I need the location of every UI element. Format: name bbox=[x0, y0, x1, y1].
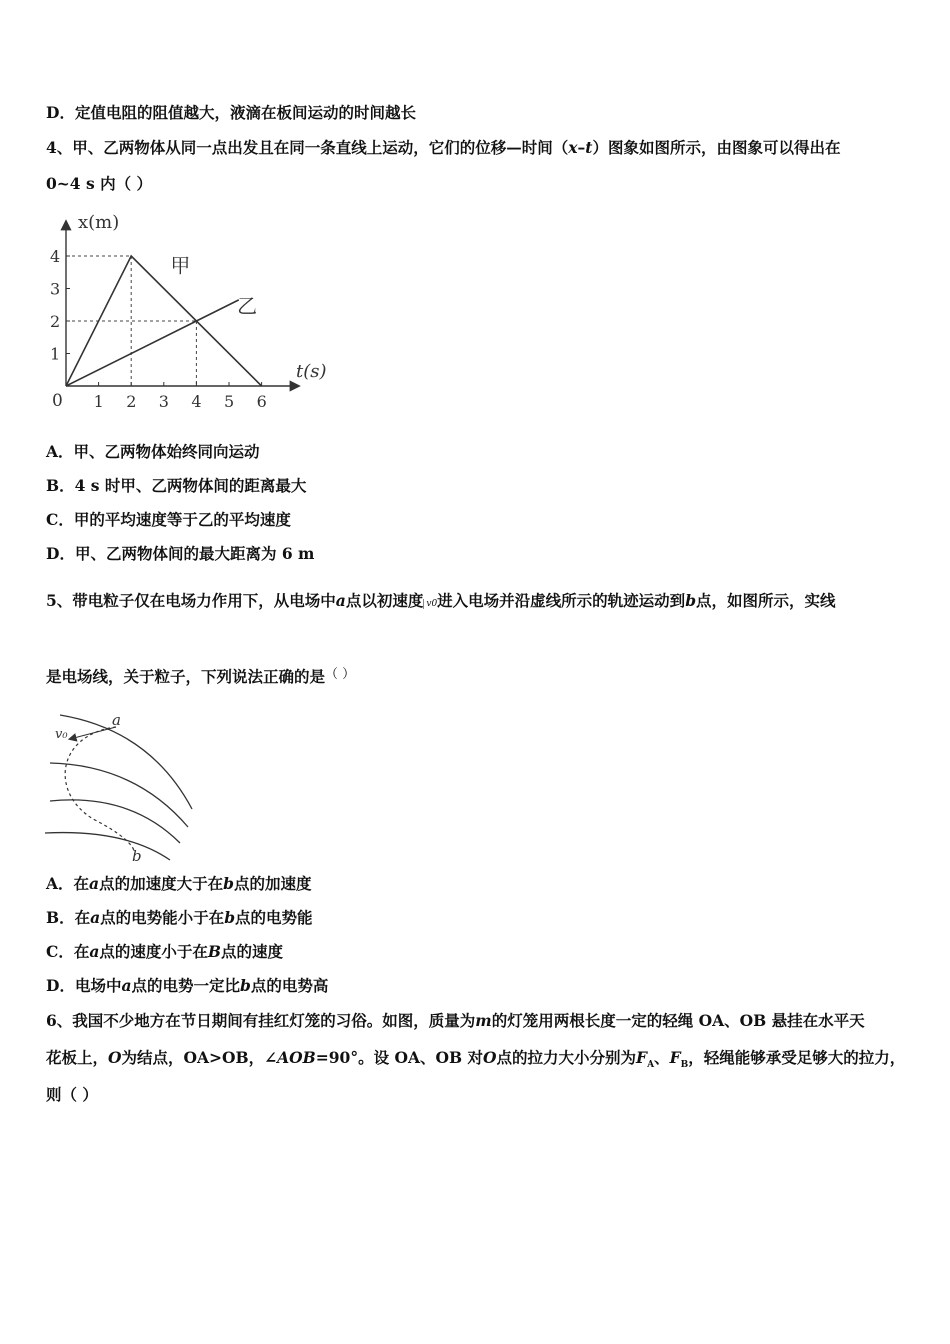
var-t: t bbox=[585, 138, 593, 157]
q4-stem-text: 4、甲、乙两物体从同一点出发且在同一条直线上运动，它们的位移—时间（ bbox=[46, 138, 569, 157]
option-label: D． bbox=[46, 103, 75, 122]
q5-option-c bbox=[46, 942, 283, 962]
option-text: 点的电势能 bbox=[235, 908, 313, 927]
x-tick-label: 1 bbox=[93, 392, 104, 411]
x-tick-label: 4 bbox=[191, 392, 202, 411]
q6-stem-text: 的灯笼用两根长度一定的轻绳 OA、OB 悬挂在水平天 bbox=[491, 1011, 865, 1030]
option-var: a bbox=[90, 908, 101, 927]
q6-stem-text: 点的拉力大小分别为 bbox=[496, 1048, 637, 1067]
q6-stem-text: ，轻绳能够承受足够大的拉力， bbox=[688, 1048, 906, 1067]
var-b: b bbox=[685, 591, 697, 610]
q6-stem-text: 花板上， bbox=[46, 1048, 109, 1067]
q4-option-d bbox=[46, 544, 314, 564]
option-label: B． bbox=[46, 908, 75, 927]
x-tick-label: 6 bbox=[256, 392, 267, 411]
y-tick-label: 3 bbox=[50, 279, 61, 299]
option-label: A． bbox=[46, 442, 74, 461]
option-text: 4 s 时甲、乙两物体间的距离最大 bbox=[74, 476, 307, 495]
option-text: 在 bbox=[73, 874, 90, 893]
point-b-label: b bbox=[132, 847, 142, 865]
var-a: a bbox=[335, 591, 346, 610]
option-label: D． bbox=[46, 976, 75, 995]
y-tick-label: 2 bbox=[50, 312, 61, 331]
field-line bbox=[50, 800, 180, 843]
q5-option-d bbox=[46, 976, 328, 996]
y-axis-label: x(m) bbox=[78, 212, 120, 233]
v0-label: v₀ bbox=[55, 727, 68, 742]
option-text: 点的电势高 bbox=[250, 976, 329, 995]
origin-label: 0 bbox=[52, 391, 63, 411]
option-text: 在 bbox=[74, 908, 91, 927]
option-var: b bbox=[224, 908, 236, 927]
separator: 、 bbox=[654, 1048, 670, 1067]
var-m: m bbox=[475, 1011, 492, 1030]
q4-stem-range: 0~4 s 内（ ） bbox=[46, 174, 152, 193]
option-label: C． bbox=[46, 510, 74, 529]
var-v0: v0 bbox=[423, 599, 437, 609]
answer-paren: （ ） bbox=[325, 667, 356, 682]
option-text: 点的加速度 bbox=[233, 874, 312, 893]
x-tick-label: 5 bbox=[224, 392, 235, 411]
q5-stem-text: 点以初速度 bbox=[345, 591, 424, 610]
var-F: F bbox=[669, 1048, 681, 1067]
subscript: B bbox=[680, 1060, 689, 1071]
q5-stem-text: 5、带电粒子仅在电场力作用下，从电场中 bbox=[46, 591, 336, 610]
series-label-yi: 乙 bbox=[237, 293, 258, 318]
q6-stem-line-3 bbox=[46, 1085, 98, 1105]
option-var: B bbox=[207, 942, 222, 961]
field-line bbox=[60, 715, 192, 809]
option-text: 电场中 bbox=[74, 976, 122, 995]
subscript: A bbox=[647, 1060, 655, 1071]
x-tick-label: 3 bbox=[158, 392, 169, 411]
dash: – bbox=[577, 138, 586, 157]
field-line bbox=[45, 833, 170, 860]
option-label: C． bbox=[46, 942, 74, 961]
option-var: a bbox=[89, 942, 100, 961]
option-label: B． bbox=[46, 476, 75, 495]
q6-stem-line-1 bbox=[46, 1011, 865, 1031]
var-angle: ∠AOB bbox=[264, 1048, 316, 1067]
y-tick-label: 1 bbox=[50, 344, 61, 364]
option-var: a bbox=[121, 976, 132, 995]
q4-option-a bbox=[46, 442, 260, 462]
q4-stem-end: ）图象如图所示，由图象可以得出在 bbox=[592, 138, 841, 157]
v0-arrow bbox=[70, 727, 116, 739]
point-a-label: a bbox=[112, 711, 121, 729]
option-text: 在 bbox=[73, 942, 90, 961]
var-F: F bbox=[636, 1048, 648, 1067]
q5-option-a bbox=[46, 874, 311, 894]
option-text: 甲、乙两物体间的最大距离为 6 m bbox=[74, 544, 315, 563]
option-text: 点的加速度大于在 bbox=[99, 874, 224, 893]
option-text: 甲、乙两物体始终同向运动 bbox=[73, 442, 260, 461]
electric-field-figure bbox=[40, 705, 210, 870]
option-var: a bbox=[89, 874, 100, 893]
q6-stem-text: 6、我国不少地方在节日期间有挂红灯笼的习俗。如图，质量为 bbox=[46, 1011, 476, 1030]
option-text: 点的电势能小于在 bbox=[100, 908, 225, 927]
var-O: O bbox=[483, 1048, 497, 1067]
option-var: b bbox=[240, 976, 251, 995]
q5-stem-text: 进入电场并沿虚线所示的轨迹运动到 bbox=[437, 591, 686, 610]
var-x: x bbox=[568, 138, 578, 157]
q5-stem-text: 点，如图所示，实线 bbox=[696, 591, 836, 610]
q5-option-b bbox=[46, 908, 313, 928]
var-O: O bbox=[108, 1048, 122, 1067]
option-label: A． bbox=[46, 874, 74, 893]
q4-option-c bbox=[46, 510, 291, 530]
option-label: D． bbox=[46, 544, 75, 563]
q5-stem-text: 是电场线，关于粒子，下列说法正确的是 bbox=[46, 667, 326, 686]
q5-stem-line-1 bbox=[46, 591, 836, 614]
q6-stem-text: =90°。设 OA、OB 对 bbox=[315, 1048, 484, 1067]
q4-option-b bbox=[46, 476, 306, 496]
option-text: 定值电阻的阻值越大，液滴在板间运动的时间越长 bbox=[74, 103, 416, 122]
q6-stem-line-2 bbox=[46, 1048, 905, 1075]
x-axis-label: t(s) bbox=[296, 361, 327, 382]
series-label-jia: 甲 bbox=[170, 253, 191, 278]
y-tick-label: 4 bbox=[50, 247, 61, 266]
q6-stem-text: 则（ ） bbox=[46, 1085, 98, 1104]
option-var: b bbox=[223, 874, 234, 893]
xt-graph bbox=[0, 0, 950, 430]
option-text: 点的速度 bbox=[221, 942, 284, 961]
q6-stem-text: 为结点，OA>OB， bbox=[121, 1048, 265, 1067]
x-tick-label: 2 bbox=[126, 392, 137, 411]
series-line-yi bbox=[66, 300, 239, 386]
option-text: 甲的平均速度等于乙的平均速度 bbox=[73, 510, 291, 529]
particle-trajectory bbox=[65, 727, 135, 855]
option-text: 点的速度小于在 bbox=[99, 942, 208, 961]
option-text: 点的电势一定比 bbox=[131, 976, 241, 995]
q5-stem-line-2 bbox=[46, 665, 355, 687]
